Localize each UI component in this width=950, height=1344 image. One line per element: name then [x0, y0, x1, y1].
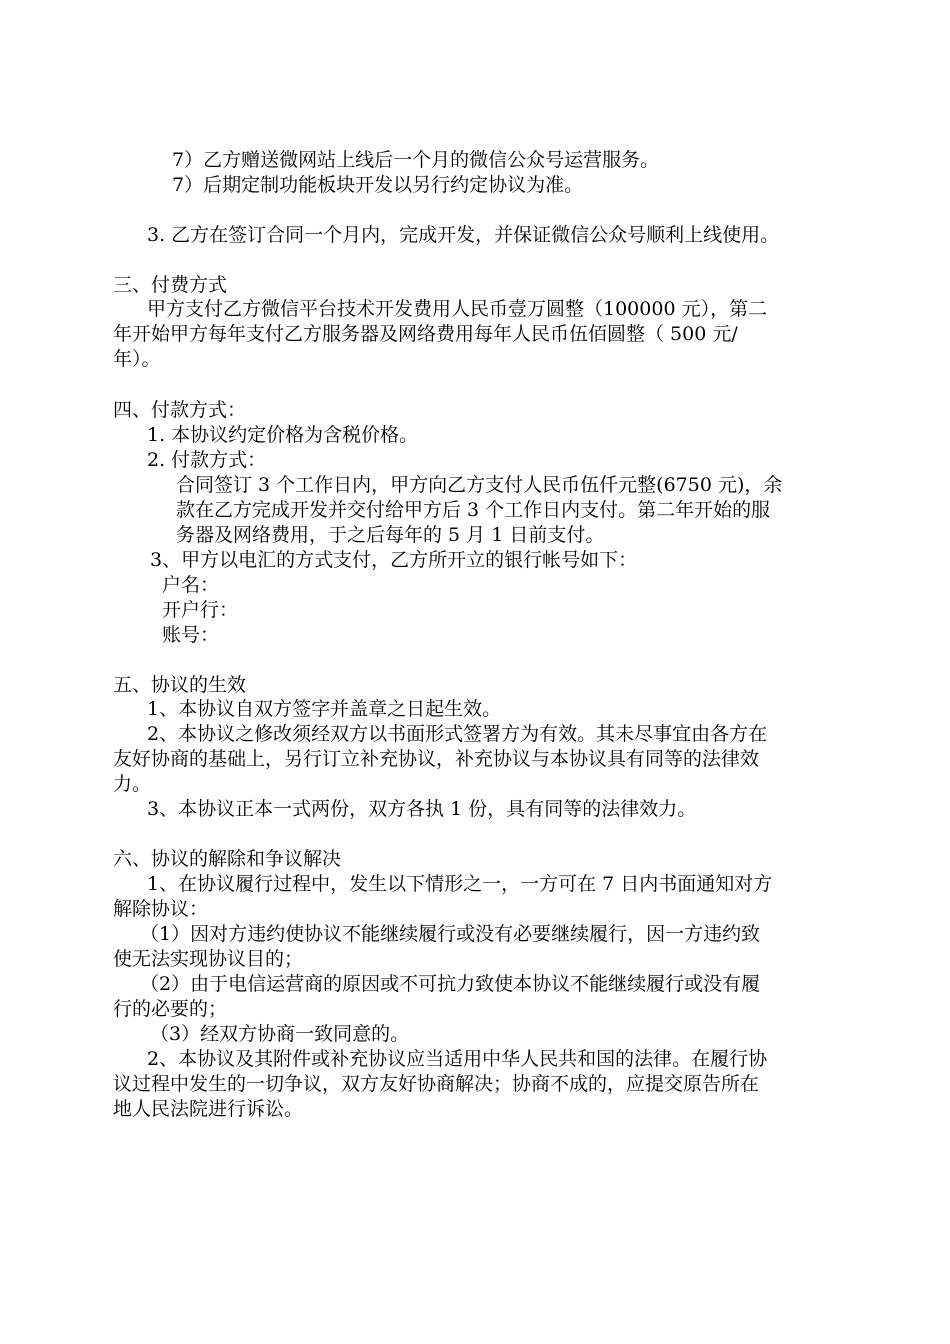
bank-account-number-label: 账号： — [162, 624, 220, 646]
paragraph-fee-line-2: 年开始甲方每年支付乙方服务器及网络费用每年人民币伍佰圆整（ 500 元/ — [113, 323, 738, 345]
clause-governing-law-line-2: 议过程中发生的一切争议，双方友好协商解决；协商不成的，应提交原告所在 — [113, 1073, 760, 1095]
item-free-operation-service: 7）乙方赠送微网站上线后一个月的微信公众号运营服务。 — [172, 149, 660, 171]
paragraph-fee-line-3: 年）。 — [113, 348, 161, 370]
paragraph-fee-line-1: 甲方支付乙方微信平台技术开发费用人民币壹万圆整（100000 元），第二 — [147, 298, 768, 320]
clause-amendment-line-3: 力。 — [113, 773, 152, 795]
clause-termination-line-1: 1、在协议履行过程中，发生以下情形之一，一方可在 7 日内书面通知对方 — [147, 873, 773, 895]
condition-2-line-2: 行的必要的； — [113, 998, 228, 1020]
payment-detail-line-1: 合同签订 3 个工作日内，甲方向乙方支付人民币伍仟元整(6750 元)，余 — [176, 474, 783, 496]
clause-effective-date: 1、本协议自双方签字并盖章之日起生效。 — [147, 698, 502, 720]
section-heading-fee-method: 三、付费方式 — [113, 274, 228, 296]
bank-name-label: 开户行： — [162, 599, 239, 621]
section-heading-effectiveness: 五、协议的生效 — [113, 674, 247, 696]
condition-1-line-1: （1）因对方违约使协议不能继续履行或没有必要继续履行，因一方违约致 — [140, 923, 761, 945]
section-heading-payment-method: 四、付款方式： — [113, 399, 247, 421]
clause-amendment-line-1: 2、本协议之修改须经双方以书面形式签署方为有效。其未尽事宜由各方在 — [147, 723, 768, 745]
condition-1-line-2: 使无法实现协议目的； — [113, 948, 304, 970]
clause-copies: 3、本协议正本一式两份，双方各执 1 份，具有同等的法律效力。 — [147, 798, 697, 820]
clause-delivery-deadline: 3. 乙方在签订合同一个月内，完成开发，并保证微信公众号顺利上线使用。 — [147, 224, 780, 246]
section-heading-termination: 六、协议的解除和争议解决 — [113, 848, 342, 870]
item-custom-features: 7）后期定制功能板块开发以另行约定协议为准。 — [172, 174, 584, 196]
clause-amendment-line-2: 友好协商的基础上，另行订立补充协议，补充协议与本协议具有同等的法律效 — [113, 748, 760, 770]
payment-detail-line-2: 款在乙方完成开发并交付给甲方后 3 个工作日内支付。第二年开始的服 — [176, 499, 771, 521]
clause-governing-law-line-3: 地人民法院进行诉讼。 — [113, 1098, 304, 1120]
clause-termination-line-2: 解除协议： — [113, 898, 209, 920]
clause-tax-included: 1. 本协议约定价格为含税价格。 — [147, 424, 419, 446]
payment-detail-line-3: 务器及网络费用，于之后每年的 5 月 1 日前支付。 — [176, 524, 605, 546]
clause-governing-law-line-1: 2、本协议及其附件或补充协议应当适用中华人民共和国的法律。在履行协 — [147, 1048, 768, 1070]
clause-wire-transfer: 3、甲方以电汇的方式支付，乙方所开立的银行帐号如下： — [150, 549, 638, 571]
condition-2-line-1: （2）由于电信运营商的原因或不可抗力致使本协议不能继续履行或没有履 — [140, 973, 761, 995]
bank-account-name-label: 户名： — [162, 574, 220, 596]
condition-3: （3）经双方协商一致同意的。 — [150, 1023, 410, 1045]
clause-payment-method: 2. 付款方式： — [147, 449, 267, 471]
